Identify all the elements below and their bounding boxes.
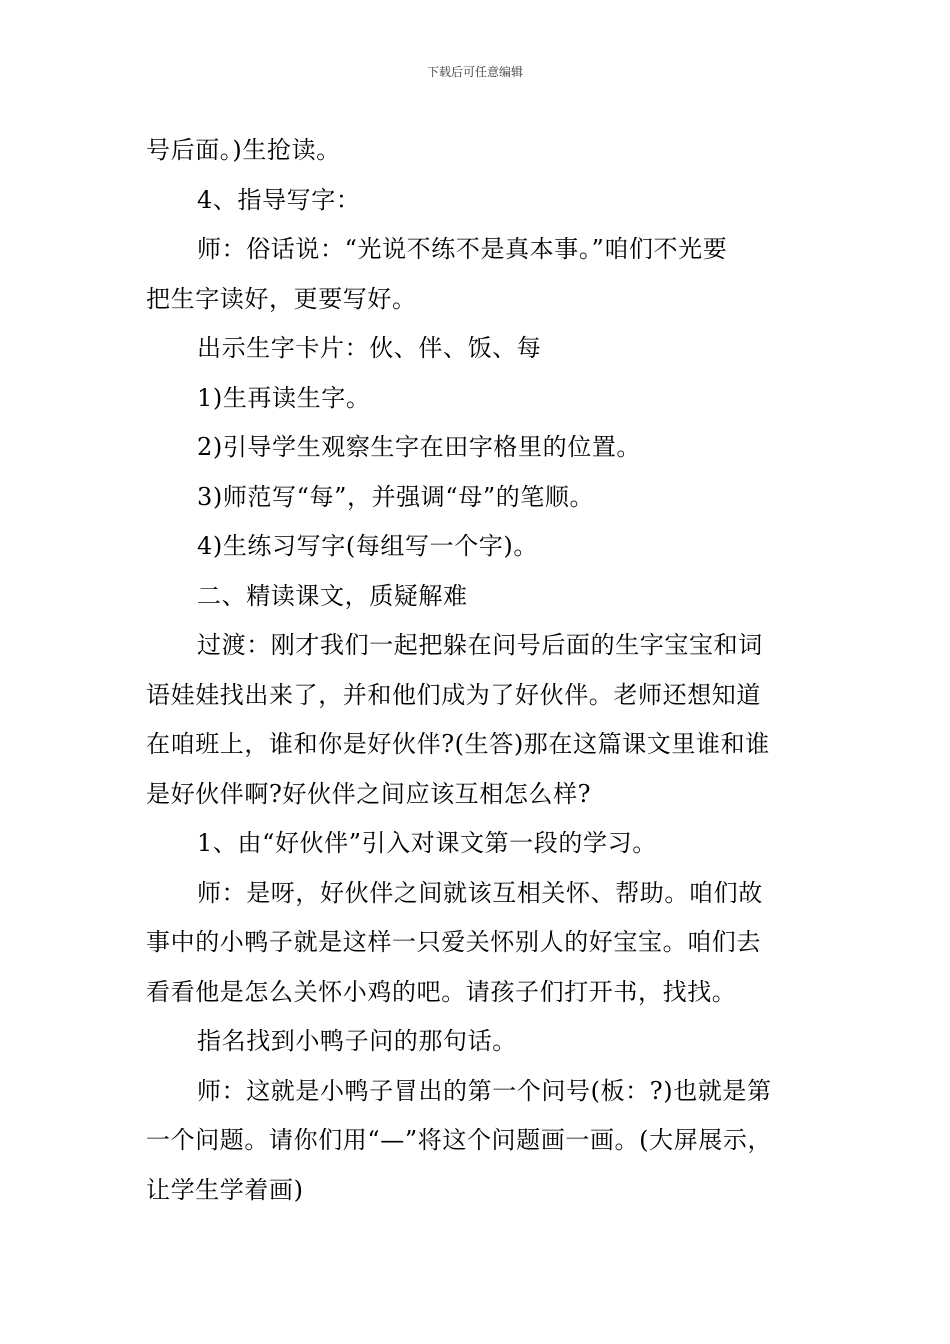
text-line: 4)生练习写字(每组写一个字)。 [197,532,538,560]
text-line: 过渡：刚才我们一起把躲在问号后面的生字宝宝和词 [197,631,763,659]
text-line: 2)引导学生观察生字在田字格里的位置。 [197,433,642,461]
text-line: 一个问题。请你们用“—”将这个问题画一画。(大屏展示， [146,1126,773,1154]
text-line: 4、指导写字： [197,185,361,214]
text-line: 语娃娃找出来了，并和他们成为了好伙伴。老师还想知道 [146,680,761,709]
text-line: 指名找到小鸭子问的那句话。 [197,1027,517,1055]
text-line: 师：俗话说：“光说不练不是真本事。”咱们不光要 [197,235,728,263]
text-line: 出示生字卡片：伙、伴、饭、每 [197,334,542,362]
text-line: 1)生再读生字。 [197,383,371,412]
text-line: 在咱班上，谁和你是好伙伴?(生答)那在这篇课文里谁和谁 [146,730,770,758]
text-line: 看看他是怎么关怀小鸡的吧。请孩子们打开书，找找。 [146,977,737,1006]
text-line: 师：是呀，好伙伴之间就该互相关怀、帮助。咱们故 [197,878,763,907]
text-line: 让学生学着画) [146,1175,304,1204]
text-line: 师：这就是小鸭子冒出的第一个问号(板：?)也就是第 [197,1076,772,1105]
text-line: 1、由“好伙伴”引入对课文第一段的学习。 [197,829,657,857]
text-line: 号后面。)生抢读。 [146,136,341,164]
text-line: 3)师范写“每”，并强调“母”的笔顺。 [197,482,595,511]
text-line: 是好伙伴啊?好伙伴之间应该互相怎么样? [146,779,592,808]
document-body [146,126,810,1215]
text-line: 事中的小鸭子就是这样一只爱关怀别人的好宝宝。咱们去 [146,928,761,956]
text-line: 把生字读好，更要写好。 [146,284,417,313]
section-heading: 二、精读课文，质疑解难 [197,581,468,610]
page-header-note: 下载后可任意编辑 [426,65,523,79]
